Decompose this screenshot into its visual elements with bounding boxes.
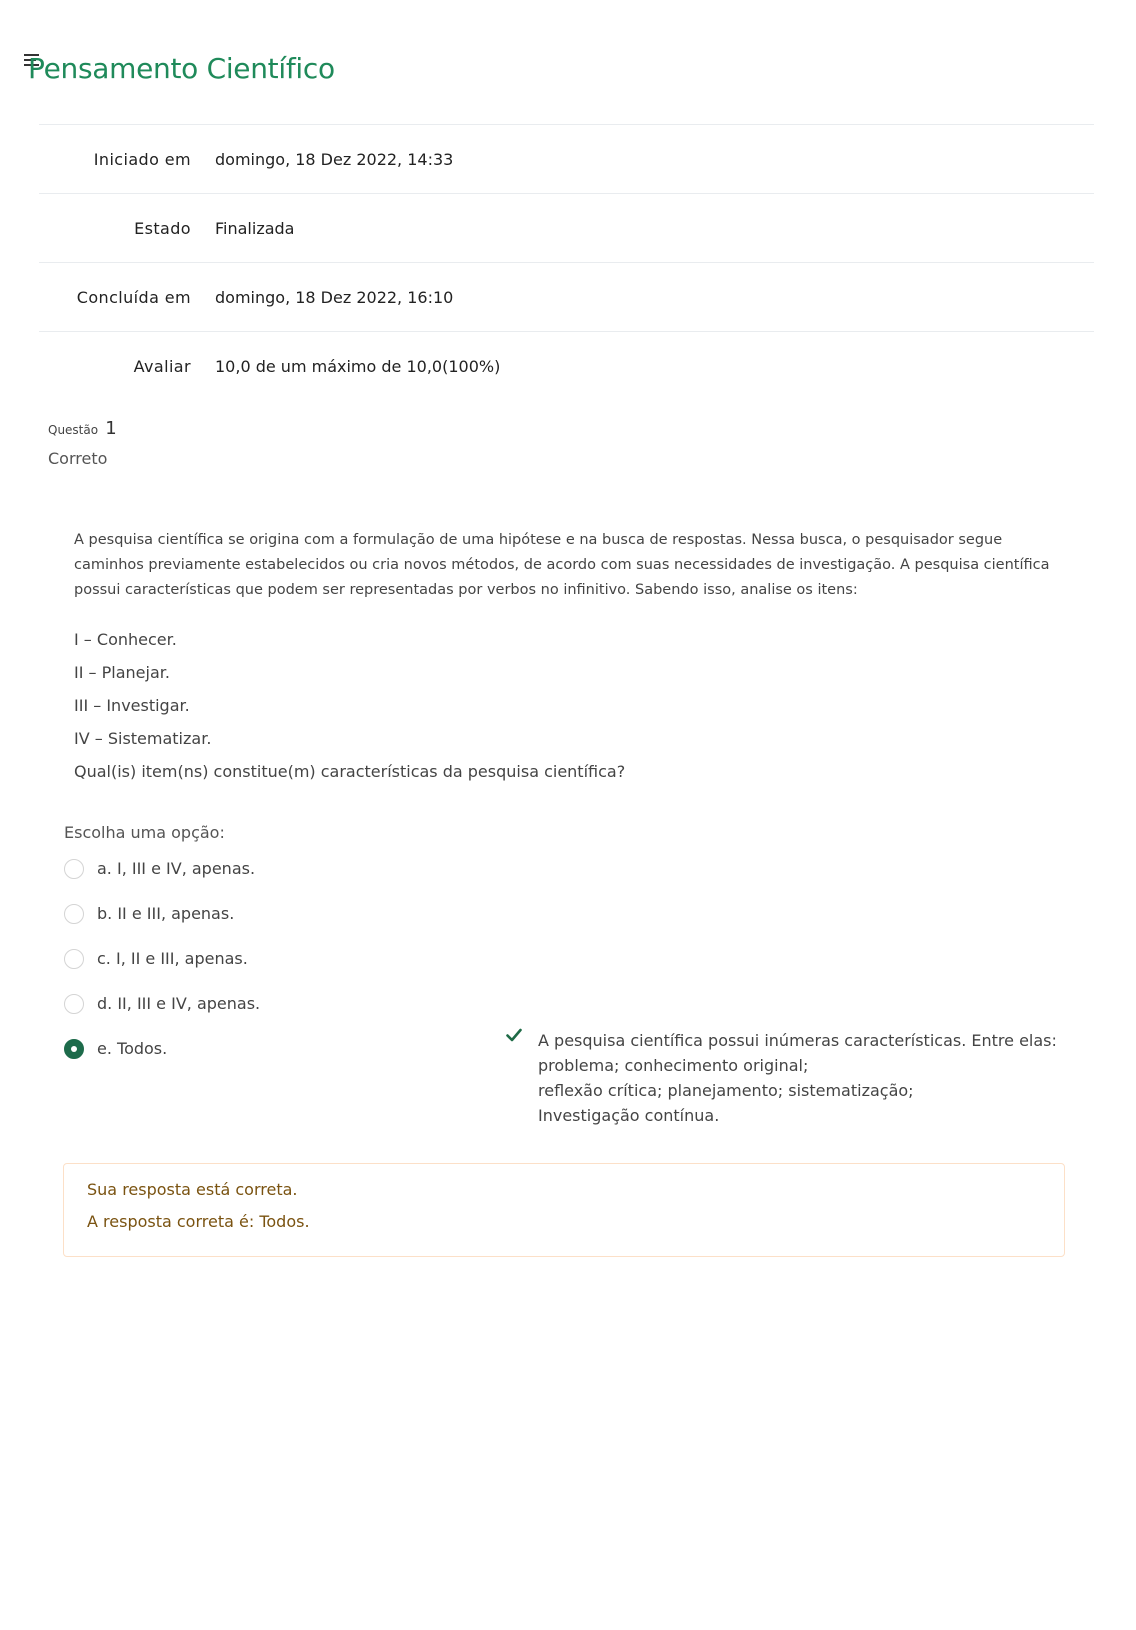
radio-button[interactable] <box>64 904 84 924</box>
radio-button[interactable] <box>64 859 84 879</box>
summary-label: Concluída em <box>76 287 191 307</box>
question-state: Correto <box>48 449 108 468</box>
summary-value: 10,0 de um máximo de 10,0(100%) <box>215 356 501 376</box>
option-label[interactable]: a. I, III e IV, apenas. <box>97 859 256 878</box>
correct-answer: A resposta correta é: Todos. <box>87 1212 310 1231</box>
option-label[interactable]: d. II, III e IV, apenas. <box>97 994 261 1013</box>
feedback-line: Investigação contínua. <box>538 1106 720 1125</box>
summary-label: Estado <box>134 218 191 238</box>
feedback-line: problema; conhecimento original; <box>538 1056 809 1075</box>
result-status: Sua resposta está correta. <box>87 1180 298 1199</box>
answer-options <box>64 846 260 1071</box>
result-feedback-box <box>63 1163 1065 1257</box>
summary-label: Avaliar <box>133 356 191 376</box>
attempt-summary-table <box>39 124 1094 400</box>
question-number: 1 <box>105 418 117 439</box>
check-icon <box>506 1028 522 1042</box>
summary-row-completed <box>39 262 1094 331</box>
option-label[interactable]: b. II e III, apenas. <box>97 904 235 923</box>
feedback-line: reflexão crítica; planejamento; sistematização; <box>538 1081 914 1100</box>
question-item: IV – Sistematizar. <box>74 729 212 748</box>
question-items <box>74 628 625 793</box>
summary-value: domingo, 18 Dez 2022, 14:33 <box>215 149 454 169</box>
option-label[interactable]: e. Todos. <box>97 1039 168 1058</box>
summary-row-started <box>39 124 1094 193</box>
page-title: Pensamento Científico <box>28 52 335 85</box>
choose-option-label: Escolha uma opção: <box>64 823 225 842</box>
summary-row-state <box>39 193 1094 262</box>
option-label[interactable]: c. I, II e III, apenas. <box>97 949 248 968</box>
answer-option-c[interactable] <box>64 936 260 981</box>
question-item: III – Investigar. <box>74 696 190 715</box>
summary-value: domingo, 18 Dez 2022, 16:10 <box>215 287 454 307</box>
feedback-line: A pesquisa científica possui inúmeras características. Entre elas: <box>538 1031 1057 1050</box>
question-info <box>48 418 117 468</box>
radio-button-selected[interactable] <box>64 1039 84 1059</box>
summary-row-grade <box>39 331 1094 400</box>
answer-option-b[interactable] <box>64 891 260 936</box>
question-item: II – Planejar. <box>74 663 170 682</box>
question-text: A pesquisa científica se origina com a formulação de uma hipótese e na busca de respostas. Nessa busca, o pesquisador segue caminhos previamente estabelecidos ou cria novos métodos, de acordo com suas necessidades de investigação. A pesquisa científica possui características que podem ser representadas por verbos no infinitivo. Sabendo isso, analise os itens: <box>74 532 1050 598</box>
summary-value: Finalizada <box>215 218 295 238</box>
answer-option-a[interactable] <box>64 846 260 891</box>
answer-option-d[interactable] <box>64 981 260 1026</box>
question-label: Questão <box>48 423 99 437</box>
question-prompt: Qual(is) item(ns) constitue(m) características da pesquisa científica? <box>74 762 626 781</box>
radio-button[interactable] <box>64 994 84 1014</box>
answer-feedback <box>506 1028 1096 1128</box>
answer-option-e[interactable] <box>64 1026 260 1071</box>
question-item: I – Conhecer. <box>74 630 177 649</box>
radio-button[interactable] <box>64 949 84 969</box>
summary-label: Iniciado em <box>93 149 191 169</box>
